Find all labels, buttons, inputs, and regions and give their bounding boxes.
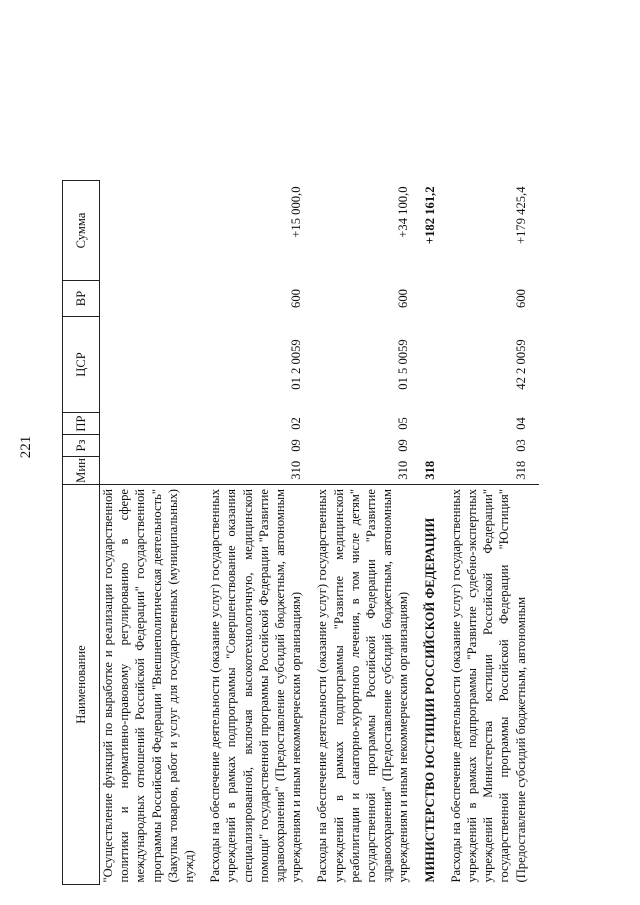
row-sum: +179 425,4 — [513, 186, 528, 244]
row-min: 310 — [289, 460, 304, 480]
row-pr — [100, 413, 208, 435]
row-pr — [422, 413, 448, 435]
column-header-rz: Рз — [63, 435, 100, 457]
row-name: МИНИСТЕРСТВО ЮСТИЦИИ РОССИЙСКОЙ ФЕДЕРАЦИИ — [422, 485, 448, 885]
row-vr: 600 — [289, 289, 304, 308]
row-rz: 09 — [289, 439, 304, 452]
row-rz: 09 — [396, 439, 411, 452]
row-vr — [100, 281, 208, 317]
column-header-pr: ПР — [63, 413, 100, 435]
page-number: 221 — [18, 435, 34, 459]
row-sum — [100, 181, 208, 281]
column-header-csr: ЦСР — [63, 317, 100, 413]
table-row-ministry — [422, 181, 448, 885]
row-vr — [422, 281, 448, 317]
row-csr: 42 2 0059 — [513, 339, 528, 390]
table-row — [100, 181, 208, 885]
row-rz — [100, 435, 208, 457]
row-rz: 03 — [513, 439, 528, 452]
column-header-min: Мин — [63, 457, 100, 485]
row-name: Расходы на обеспечение деятельности (оказание услуг) государственных учреждений в рамках подпрограммы "Совершенствование оказания специализированной, включая высокотехнологичную, медицинской помощи" государственной программы Российской Федерации "Развитие здравоохранения" (Предоставление субсидий бюджетным, автономным учреждениям и иным некоммерческим организациям) — [207, 485, 314, 885]
row-min: 318 — [513, 460, 528, 480]
column-header-name: Наименование — [63, 485, 100, 885]
table-row — [314, 181, 421, 885]
row-csr — [422, 317, 448, 413]
budget-table — [62, 180, 539, 885]
column-header-vr: ВР — [63, 281, 100, 317]
row-name: Расходы на обеспечение деятельности (оказание услуг) государственных учреждений в рамках подпрограммы "Развитие медицинской реабилитации и санаторно-курортного лечения, в том числе детям" государственной программы Российской Федерации "Развитие здравоохранения" (Предоставление субсидий бюджетным, автономным учреждениям и иным некоммерческим организациям) — [314, 485, 421, 885]
column-header-sum: Сумма — [63, 181, 100, 281]
row-rz — [422, 435, 448, 457]
row-sum: +34 100,0 — [396, 186, 411, 238]
row-vr: 600 — [396, 289, 411, 308]
table-row — [448, 181, 539, 885]
row-csr: 01 2 0059 — [289, 339, 304, 390]
row-min — [100, 457, 208, 485]
row-sum: +182 161,2 — [422, 186, 437, 245]
row-min: 318 — [422, 460, 437, 480]
row-csr: 01 5 0059 — [396, 339, 411, 390]
row-vr: 600 — [513, 289, 528, 308]
row-pr: 02 — [289, 417, 304, 430]
row-name: "Осуществление функций по выработке и реализации государственной политики и нормативно-правовому регулированию в сфере международных отношений Российской Федерации" государственной программы Российской Федерации "Внешнеполитическая деятельность" (Закупка товаров, работ и услуг для государственных (муниципальных) нужд) — [100, 485, 208, 885]
row-pr: 05 — [396, 417, 411, 430]
row-min: 310 — [396, 460, 411, 480]
table-row — [207, 181, 314, 885]
row-csr — [100, 317, 208, 413]
row-sum: +15 000,0 — [289, 186, 304, 238]
row-name: Расходы на обеспечение деятельности (оказание услуг) государственных учреждений в рамках подпрограммы "Развитие судебно-экспертных учреждений Министерства юстиции Российской Федерации" государственной программы Российской Федерации "Юстиция" (Предоставление субсидий бюджетным, автономным — [448, 485, 539, 885]
table-header-row — [63, 181, 100, 885]
row-pr: 04 — [513, 417, 528, 430]
